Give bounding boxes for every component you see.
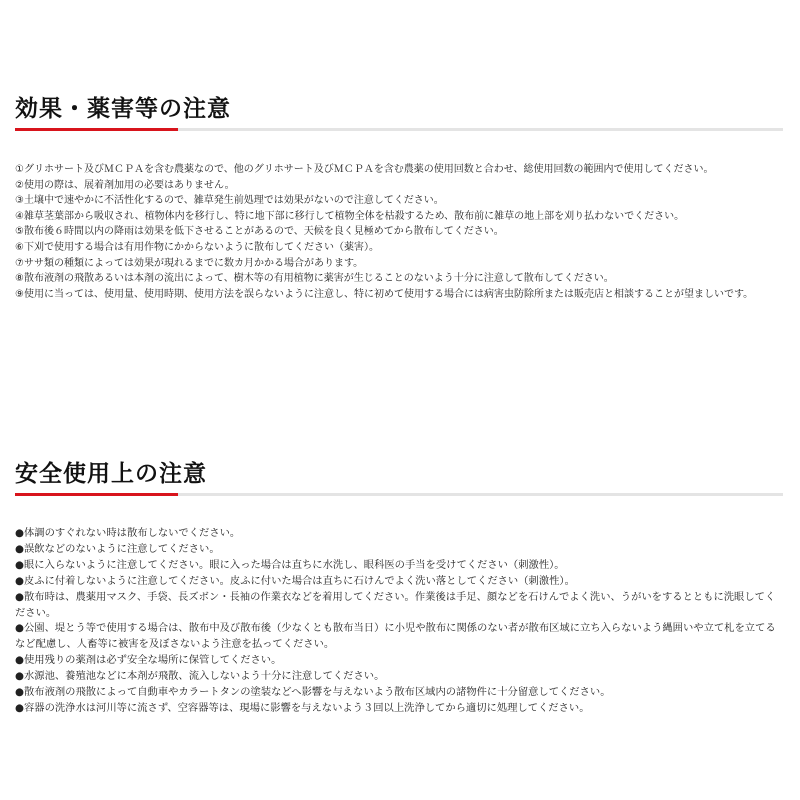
list-item: ⑤散布後６時間以内の降雨は効果を低下させることがあるので、天候を良く見極めてから散布してください。 (15, 226, 504, 238)
list-item: ②使用の際は、展着剤加用の必要はありません。 (15, 179, 235, 191)
list-item: ●皮ふに付着しないように注意してください。皮ふに付いた場合は直ちに石けんでよく洗い落としてください（刺激性）。 (15, 574, 575, 587)
list-item: ⑨使用に当っては、使用量、使用時期、使用方法を誤らないように注意し、特に初めて使用する場合には病害虫防除所または販売店と相談することが望ましいです。 (15, 288, 754, 300)
safety-caution-section (15, 459, 783, 717)
list-item: ⑦ササ類の種類によっては効果が現れるまでに数カ月かかる場合があります。 (15, 257, 364, 269)
heading-accent-bar (15, 128, 178, 131)
safety-caution-heading: 安全使用上の注意 (15, 461, 207, 487)
effect-caution-heading: 効果・薬害等の注意 (15, 96, 231, 122)
list-item: ●誤飲などのないように注意してください。 (15, 542, 220, 555)
effect-caution-section (15, 94, 783, 302)
list-item: ①グリホサート及びＭＣＰＡを含む農薬なので、他のグリホサート及びＭＣＰＡを含む農薬の使用回数と合わせ、総使用回数の範囲内で使用してください。 (15, 164, 714, 175)
list-item: ●水源池、養殖池などに本剤が飛散、流入しないよう十分に注意してください。 (15, 670, 385, 683)
list-item: ③土壌中で速やかに不活性化するので、雑草発生前処理では効果がないので注意してください。 (15, 195, 444, 207)
effect-caution-list (15, 162, 783, 302)
list-item: ⑥下刈で使用する場合は有用作物にかからないように散布してください（薬害）。 (15, 241, 379, 253)
list-item: ⑧散布液剤の飛散あるいは本剤の流出によって、樹木等の有用植物に薬害が生じることのないよう十分に注意して散布してください。 (15, 273, 614, 285)
list-item: ●公園、堤とう等で使用する場合は、散布中及び散布後（少なくとも散布当日）に小児や散布に関係のない者が散布区域に立ち入らないよう縄囲いや立て札を立てるなど配慮し、人畜等に被害を及ぼさないよう注意を払ってください。 (15, 622, 776, 651)
list-item: ●容器の洗浄水は河川等に流さず、空容器等は、現場に影響を与えないよう３回以上洗浄してから適切に処理してください。 (15, 701, 590, 714)
list-item: ④雑草茎葉部から吸収され、植物体内を移行し、特に地下部に移行して植物全体を枯殺するため、散布前に雑草の地上部を刈り払わないでください。 (15, 210, 685, 222)
safety-caution-list (15, 526, 783, 717)
heading-underline (15, 493, 783, 496)
list-item: ●散布液剤の飛散によって自動車やカラートタンの塗装などへ影響を与えないよう散布区域内の諸物件に十分留意してください。 (15, 686, 611, 699)
list-item: ●散布時は、農薬用マスク、手袋、長ズボン・長袖の作業衣などを着用してください。作業後は手足、顔などを石けんでよく洗い、うがいをするとともに洗眼してください。 (15, 590, 776, 619)
heading-underline (15, 128, 783, 131)
list-item: ●体調のすぐれない時は散布しないでください。 (15, 527, 241, 539)
heading-accent-bar (15, 493, 178, 496)
list-item: ●使用残りの薬剤は必ず安全な場所に保管してください。 (15, 654, 282, 667)
list-item: ●眼に入らないように注意してください。眼に入った場合は直ちに水洗し、眼科医の手当を受けてください（刺激性）。 (15, 558, 565, 571)
